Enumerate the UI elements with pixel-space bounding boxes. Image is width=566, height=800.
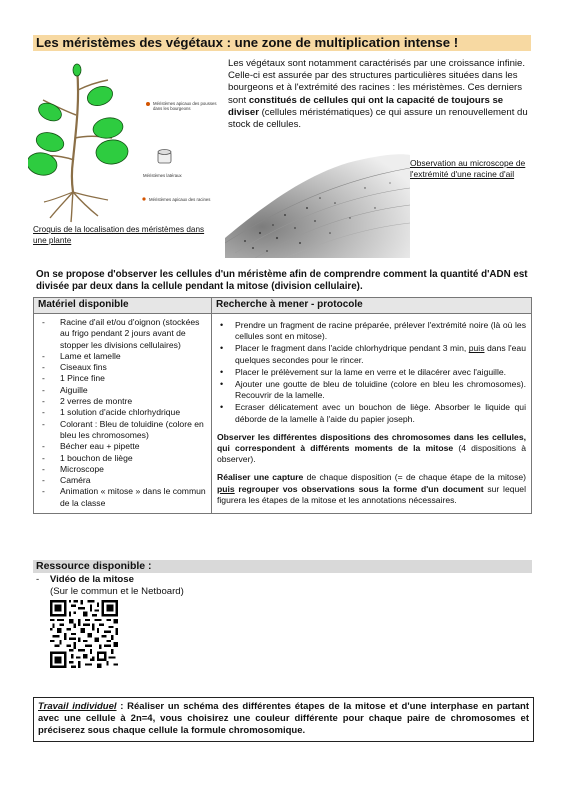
intro-paragraph: Les végétaux sont notamment caractérisés par une croissance infinie. Celle-ci est assurée par des structures particulières situées dans les bourgeons et à l'extrémité des racines : les méristèmes. Ces derniers sont constitués de cellules qui ont la capacité de toujours se diviser (cellules méristématiques) ce qui assure un renouvellement du stock de cellules. <box>228 58 528 131</box>
list-item: - 1 Pince fine <box>38 373 207 384</box>
resource-item: - Vidéo de la mitose (Sur le commun et le Netboard) <box>36 574 184 597</box>
work-text: : Réaliser un schéma des différentes étapes de la mitose et d'une interphase en partant avec une cellule à 2n=4, vous choisirez une couleur différente pour chaque paire de chromosomes et préciserez sous chaque cellule la formule chromosomique. <box>38 701 529 737</box>
protocol-cell <box>212 314 532 514</box>
material-header: Matériel disponible <box>34 298 212 314</box>
list-item: - Microscope <box>38 464 207 475</box>
microscope-image <box>225 143 410 258</box>
material-cell <box>34 314 212 514</box>
list-item: - 1 solution d'acide chlorhydrique <box>38 407 207 418</box>
protocol-step: • Ecraser délicatement avec un bouchon de liège. Absorber le liquide qui déborde de la lamelle à l'aide du papier joseph. <box>217 402 526 424</box>
protocol-header: Recherche à mener - protocole <box>212 298 532 314</box>
resource-title: Ressource disponible : <box>36 560 152 572</box>
list-item: - Animation « mitose » dans le commun de la classe <box>38 486 207 509</box>
work-label: Travail individuel <box>38 701 117 712</box>
capture-instruction: Réaliser une capture de chaque disposition (= de chaque étape de la mitose) puis regrouper vos observations sous la forme d'un document sur lequel figurera les étapes de la mitose et les annotations nécessaires. <box>217 472 527 505</box>
list-item: - Caméra <box>38 475 207 486</box>
list-item: - Ciseaux fins <box>38 362 207 373</box>
list-item: - 1 bouchon de liège <box>38 453 207 464</box>
sketch-caption: Croquis de la localisation des méristèmes dans une plante <box>33 225 205 245</box>
protocol-table <box>33 297 532 514</box>
page-title: Les méristèmes des végétaux : une zone de multiplication intense ! <box>36 35 459 50</box>
list-item: - Racine d'ail et/ou d'oignon (stockées au frigo pendant 2 jours avant de stopper les divisions cellulaires) <box>38 317 207 351</box>
label-buds: Méristèmes apicaux des pousses dans les bourgeons <box>153 101 217 111</box>
list-item: - Lame et lamelle <box>38 351 207 362</box>
list-item: - Aiguille <box>38 385 207 396</box>
objective-text: On se propose d'observer les cellules d'un méristème afin de comprendre comment la quantité d'ADN est divisée par deux dans la cellule pendant la mitose (division cellulaire). <box>36 269 528 293</box>
list-item: - 2 verres de montre <box>38 396 207 407</box>
list-item: - Bécher eau + pipette <box>38 441 207 452</box>
individual-work-box <box>33 697 534 742</box>
material-list <box>34 314 211 513</box>
protocol-step: • Prendre un fragment de racine préparée, prélever l'extrémité noire (là où les cellules sont en mitose). <box>217 320 526 342</box>
protocol-step: • Ajouter une goutte de bleu de toluidine (colore en bleu les chromosomes). Recouvrir de la lamelle. <box>217 379 526 401</box>
qr-code[interactable] <box>50 600 118 668</box>
observe-instruction: Observer les différentes dispositions des chromosomes dans les cellules, qui correspondent à différents moments de la mitose (4 dispositions à observer). <box>217 431 526 465</box>
protocol-step: • Placer le prélèvement sur la lame en verre et le dilacérer avec l'aiguille. <box>217 367 526 378</box>
label-roots: Méristèmes apicaux des racines <box>149 197 211 202</box>
protocol-step: • Placer le fragment dans l'acide chlorhydrique pendant 3 min, puis dans l'eau quelques secondes pour le rincer. <box>217 343 526 365</box>
list-item: - Colorant : Bleu de toluidine (colore en bleu les chromosomes) <box>38 419 207 442</box>
label-lateral: Méristèmes latéraux <box>143 173 182 178</box>
microscope-caption: Observation au microscope de l'extrémité d'une racine d'ail <box>410 158 526 179</box>
protocol-steps <box>217 320 526 425</box>
